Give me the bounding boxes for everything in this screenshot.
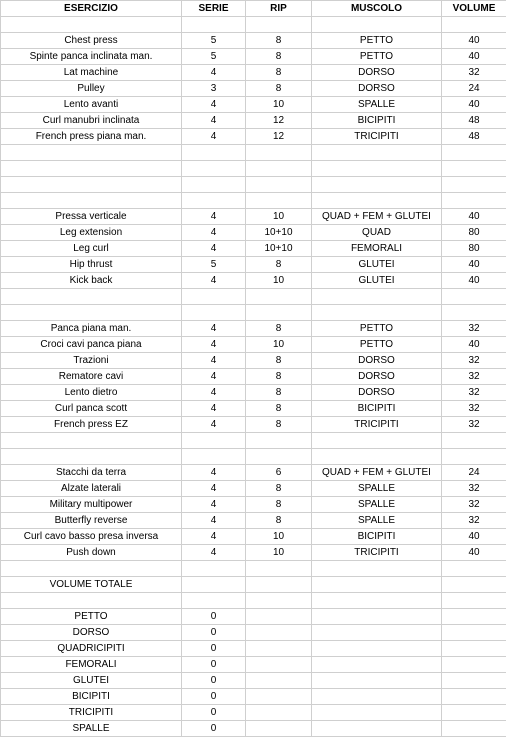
cell-rip[interactable]: [246, 641, 312, 657]
cell-volume[interactable]: [442, 577, 506, 593]
cell-volume[interactable]: 32: [442, 369, 506, 385]
table-row: [1, 17, 506, 33]
cell-esercizio[interactable]: [1, 177, 182, 193]
cell-muscolo[interactable]: [312, 673, 442, 689]
cell-volume[interactable]: 40: [442, 545, 506, 561]
table-row: [1, 241, 506, 257]
cell-rip[interactable]: 10: [246, 545, 312, 561]
cell-esercizio[interactable]: TRICIPITI: [1, 705, 182, 721]
table-row: [1, 401, 506, 417]
cell-muscolo[interactable]: [312, 705, 442, 721]
cell-rip[interactable]: [246, 433, 312, 449]
table-row: [1, 273, 506, 289]
cell-volume[interactable]: [442, 689, 506, 705]
cell-serie[interactable]: [182, 433, 246, 449]
cell-muscolo[interactable]: DORSO: [312, 81, 442, 97]
cell-esercizio[interactable]: GLUTEI: [1, 673, 182, 689]
cell-rip[interactable]: 10+10: [246, 241, 312, 257]
table-row: [1, 177, 506, 193]
cell-volume[interactable]: 32: [442, 497, 506, 513]
cell-rip[interactable]: 8: [246, 385, 312, 401]
table-row: [1, 113, 506, 129]
cell-serie[interactable]: 4: [182, 465, 246, 481]
cell-muscolo[interactable]: [312, 561, 442, 577]
cell-rip[interactable]: [246, 145, 312, 161]
cell-serie[interactable]: 4: [182, 321, 246, 337]
cell-volume[interactable]: 48: [442, 113, 506, 129]
cell-serie[interactable]: 4: [182, 513, 246, 529]
cell-muscolo[interactable]: BICIPITI: [312, 113, 442, 129]
cell-volume[interactable]: 32: [442, 353, 506, 369]
cell-serie[interactable]: 4: [182, 481, 246, 497]
cell-muscolo[interactable]: FEMORALI: [312, 241, 442, 257]
table-row: [1, 161, 506, 177]
cell-rip[interactable]: [246, 689, 312, 705]
table-row: [1, 497, 506, 513]
table-row: [1, 705, 506, 721]
cell-esercizio[interactable]: Kick back: [1, 273, 182, 289]
table-row: [1, 145, 506, 161]
table-row: [1, 257, 506, 273]
table-row: [1, 81, 506, 97]
cell-serie[interactable]: [182, 17, 246, 33]
cell-volume[interactable]: 32: [442, 385, 506, 401]
cell-esercizio[interactable]: Panca piana man.: [1, 321, 182, 337]
cell-volume[interactable]: 40: [442, 273, 506, 289]
cell-rip[interactable]: 8: [246, 81, 312, 97]
table-row: [1, 577, 506, 593]
cell-esercizio[interactable]: Pulley: [1, 81, 182, 97]
table-row: [1, 193, 506, 209]
cell-esercizio[interactable]: Stacchi da terra: [1, 465, 182, 481]
cell-esercizio[interactable]: [1, 449, 182, 465]
cell-serie[interactable]: 0: [182, 625, 246, 641]
cell-esercizio[interactable]: Leg curl: [1, 241, 182, 257]
cell-esercizio[interactable]: French press EZ: [1, 417, 182, 433]
cell-serie[interactable]: [182, 193, 246, 209]
cell-esercizio[interactable]: [1, 289, 182, 305]
cell-volume[interactable]: [442, 449, 506, 465]
cell-esercizio[interactable]: Lento dietro: [1, 385, 182, 401]
table-row: [1, 561, 506, 577]
cell-rip[interactable]: 8: [246, 257, 312, 273]
cell-volume[interactable]: [442, 161, 506, 177]
table-row: [1, 321, 506, 337]
cell-muscolo[interactable]: [312, 193, 442, 209]
header-volume[interactable]: VOLUME: [442, 1, 506, 17]
table-row: [1, 33, 506, 49]
cell-serie[interactable]: 4: [182, 273, 246, 289]
cell-rip[interactable]: [246, 449, 312, 465]
cell-volume[interactable]: 24: [442, 465, 506, 481]
cell-muscolo[interactable]: SPALLE: [312, 497, 442, 513]
cell-serie[interactable]: 4: [182, 497, 246, 513]
table-row: [1, 49, 506, 65]
cell-esercizio[interactable]: Curl cavo basso presa inversa: [1, 529, 182, 545]
cell-muscolo[interactable]: [312, 593, 442, 609]
cell-rip[interactable]: 8: [246, 321, 312, 337]
cell-muscolo[interactable]: GLUTEI: [312, 257, 442, 273]
cell-muscolo[interactable]: SPALLE: [312, 513, 442, 529]
cell-rip[interactable]: 8: [246, 65, 312, 81]
cell-serie[interactable]: 4: [182, 369, 246, 385]
cell-muscolo[interactable]: [312, 17, 442, 33]
cell-volume[interactable]: 32: [442, 417, 506, 433]
cell-esercizio[interactable]: [1, 145, 182, 161]
cell-volume[interactable]: 40: [442, 257, 506, 273]
cell-muscolo[interactable]: [312, 289, 442, 305]
table-row: [1, 593, 506, 609]
cell-rip[interactable]: [246, 177, 312, 193]
cell-rip[interactable]: 8: [246, 353, 312, 369]
table-row: [1, 369, 506, 385]
table-row: [1, 689, 506, 705]
cell-serie[interactable]: 4: [182, 529, 246, 545]
cell-esercizio[interactable]: Chest press: [1, 33, 182, 49]
cell-volume[interactable]: [442, 433, 506, 449]
cell-serie[interactable]: 0: [182, 721, 246, 737]
cell-serie[interactable]: [182, 593, 246, 609]
cell-muscolo[interactable]: QUAD: [312, 225, 442, 241]
table-row: [1, 625, 506, 641]
cell-esercizio[interactable]: Military multipower: [1, 497, 182, 513]
cell-muscolo[interactable]: [312, 641, 442, 657]
cell-rip[interactable]: [246, 193, 312, 209]
cell-esercizio[interactable]: Butterfly reverse: [1, 513, 182, 529]
cell-rip[interactable]: 8: [246, 401, 312, 417]
cell-serie[interactable]: 4: [182, 353, 246, 369]
cell-esercizio[interactable]: Push down: [1, 545, 182, 561]
cell-volume[interactable]: [442, 17, 506, 33]
cell-serie[interactable]: 5: [182, 257, 246, 273]
cell-serie[interactable]: [182, 177, 246, 193]
cell-volume[interactable]: 48: [442, 129, 506, 145]
cell-esercizio[interactable]: Lento avanti: [1, 97, 182, 113]
table-row: [1, 433, 506, 449]
cell-rip[interactable]: 8: [246, 481, 312, 497]
cell-serie[interactable]: 4: [182, 417, 246, 433]
cell-serie[interactable]: [182, 561, 246, 577]
cell-serie[interactable]: 5: [182, 49, 246, 65]
header-rip[interactable]: RIP: [246, 1, 312, 17]
table-row: [1, 721, 506, 737]
cell-muscolo[interactable]: [312, 657, 442, 673]
table-row: [1, 641, 506, 657]
cell-rip[interactable]: 10: [246, 209, 312, 225]
cell-volume[interactable]: [442, 177, 506, 193]
header-serie[interactable]: SERIE: [182, 1, 246, 17]
table-row: [1, 545, 506, 561]
cell-muscolo[interactable]: TRICIPITI: [312, 545, 442, 561]
cell-volume[interactable]: [442, 625, 506, 641]
cell-rip[interactable]: 8: [246, 497, 312, 513]
cell-esercizio[interactable]: [1, 433, 182, 449]
cell-muscolo[interactable]: TRICIPITI: [312, 417, 442, 433]
cell-rip[interactable]: 8: [246, 369, 312, 385]
cell-muscolo[interactable]: [312, 609, 442, 625]
cell-rip[interactable]: [246, 161, 312, 177]
cell-rip[interactable]: [246, 673, 312, 689]
cell-volume[interactable]: [442, 721, 506, 737]
cell-rip[interactable]: 10: [246, 337, 312, 353]
cell-muscolo[interactable]: [312, 161, 442, 177]
cell-esercizio[interactable]: SPALLE: [1, 721, 182, 737]
table-row: [1, 513, 506, 529]
cell-rip[interactable]: 12: [246, 113, 312, 129]
cell-esercizio[interactable]: DORSO: [1, 625, 182, 641]
cell-serie[interactable]: 4: [182, 401, 246, 417]
cell-esercizio[interactable]: Curl manubri inclinata: [1, 113, 182, 129]
header-muscolo[interactable]: MUSCOLO: [312, 1, 442, 17]
table-row: [1, 609, 506, 625]
cell-muscolo[interactable]: [312, 625, 442, 641]
cell-esercizio[interactable]: VOLUME TOTALE: [1, 577, 182, 593]
cell-serie[interactable]: [182, 289, 246, 305]
cell-muscolo[interactable]: PETTO: [312, 49, 442, 65]
cell-serie[interactable]: [182, 161, 246, 177]
cell-rip[interactable]: [246, 705, 312, 721]
cell-volume[interactable]: [442, 657, 506, 673]
cell-esercizio[interactable]: Leg extension: [1, 225, 182, 241]
cell-serie[interactable]: 0: [182, 673, 246, 689]
cell-volume[interactable]: 40: [442, 529, 506, 545]
cell-rip[interactable]: [246, 577, 312, 593]
cell-volume[interactable]: [442, 145, 506, 161]
cell-muscolo[interactable]: [312, 177, 442, 193]
cell-volume[interactable]: 80: [442, 225, 506, 241]
cell-volume[interactable]: 40: [442, 33, 506, 49]
cell-volume[interactable]: 32: [442, 481, 506, 497]
cell-muscolo[interactable]: SPALLE: [312, 481, 442, 497]
cell-rip[interactable]: [246, 561, 312, 577]
cell-rip[interactable]: [246, 305, 312, 321]
cell-rip[interactable]: 12: [246, 129, 312, 145]
cell-esercizio[interactable]: [1, 17, 182, 33]
cell-volume[interactable]: [442, 593, 506, 609]
cell-rip[interactable]: [246, 721, 312, 737]
cell-muscolo[interactable]: QUAD + FEM + GLUTEI: [312, 465, 442, 481]
cell-esercizio[interactable]: French press piana man.: [1, 129, 182, 145]
cell-muscolo[interactable]: [312, 577, 442, 593]
cell-serie[interactable]: 0: [182, 609, 246, 625]
cell-muscolo[interactable]: DORSO: [312, 65, 442, 81]
cell-serie[interactable]: 4: [182, 97, 246, 113]
cell-serie[interactable]: 0: [182, 657, 246, 673]
cell-rip[interactable]: 6: [246, 465, 312, 481]
cell-serie[interactable]: 4: [182, 337, 246, 353]
cell-muscolo[interactable]: QUAD + FEM + GLUTEI: [312, 209, 442, 225]
cell-esercizio[interactable]: Hip thrust: [1, 257, 182, 273]
cell-esercizio[interactable]: [1, 193, 182, 209]
cell-muscolo[interactable]: DORSO: [312, 369, 442, 385]
cell-esercizio[interactable]: [1, 161, 182, 177]
cell-esercizio[interactable]: QUADRICIPITI: [1, 641, 182, 657]
cell-serie[interactable]: [182, 449, 246, 465]
cell-volume[interactable]: 32: [442, 321, 506, 337]
table-row: [1, 225, 506, 241]
cell-volume[interactable]: [442, 641, 506, 657]
cell-rip[interactable]: [246, 593, 312, 609]
cell-volume[interactable]: 40: [442, 209, 506, 225]
cell-muscolo[interactable]: PETTO: [312, 337, 442, 353]
cell-rip[interactable]: 8: [246, 417, 312, 433]
cell-rip[interactable]: 8: [246, 49, 312, 65]
cell-muscolo[interactable]: [312, 689, 442, 705]
table-row: [1, 481, 506, 497]
cell-rip[interactable]: [246, 17, 312, 33]
cell-esercizio[interactable]: Spinte panca inclinata man.: [1, 49, 182, 65]
cell-serie[interactable]: 4: [182, 241, 246, 257]
table-row: [1, 417, 506, 433]
cell-serie[interactable]: 4: [182, 113, 246, 129]
cell-muscolo[interactable]: TRICIPITI: [312, 129, 442, 145]
cell-serie[interactable]: 3: [182, 81, 246, 97]
cell-serie[interactable]: 0: [182, 705, 246, 721]
table-row: [1, 209, 506, 225]
cell-esercizio[interactable]: Lat machine: [1, 65, 182, 81]
cell-muscolo[interactable]: DORSO: [312, 385, 442, 401]
cell-rip[interactable]: 10: [246, 529, 312, 545]
cell-muscolo[interactable]: [312, 449, 442, 465]
table-row: [1, 129, 506, 145]
cell-rip[interactable]: 10+10: [246, 225, 312, 241]
cell-volume[interactable]: 80: [442, 241, 506, 257]
table-row: [1, 65, 506, 81]
cell-muscolo[interactable]: DORSO: [312, 353, 442, 369]
cell-esercizio[interactable]: Alzate laterali: [1, 481, 182, 497]
cell-serie[interactable]: 5: [182, 33, 246, 49]
cell-muscolo[interactable]: [312, 305, 442, 321]
cell-volume[interactable]: [442, 705, 506, 721]
cell-esercizio[interactable]: [1, 561, 182, 577]
cell-esercizio[interactable]: [1, 593, 182, 609]
cell-serie[interactable]: 4: [182, 209, 246, 225]
cell-serie[interactable]: 0: [182, 641, 246, 657]
cell-serie[interactable]: [182, 305, 246, 321]
cell-volume[interactable]: [442, 609, 506, 625]
sheet-body: [1, 17, 506, 737]
table-row: [1, 353, 506, 369]
cell-volume[interactable]: 40: [442, 97, 506, 113]
cell-volume[interactable]: 32: [442, 65, 506, 81]
cell-esercizio[interactable]: [1, 305, 182, 321]
table-row: [1, 385, 506, 401]
cell-serie[interactable]: 4: [182, 225, 246, 241]
cell-volume[interactable]: 32: [442, 513, 506, 529]
cell-rip[interactable]: 8: [246, 33, 312, 49]
cell-volume[interactable]: 24: [442, 81, 506, 97]
cell-esercizio[interactable]: BICIPITI: [1, 689, 182, 705]
cell-esercizio[interactable]: Curl panca scott: [1, 401, 182, 417]
cell-rip[interactable]: [246, 609, 312, 625]
cell-muscolo[interactable]: [312, 145, 442, 161]
table-row: [1, 305, 506, 321]
cell-muscolo[interactable]: PETTO: [312, 33, 442, 49]
table-row: [1, 289, 506, 305]
cell-volume[interactable]: [442, 305, 506, 321]
cell-rip[interactable]: [246, 657, 312, 673]
cell-rip[interactable]: 10: [246, 273, 312, 289]
table-row: [1, 465, 506, 481]
cell-volume[interactable]: 40: [442, 337, 506, 353]
cell-muscolo[interactable]: BICIPITI: [312, 529, 442, 545]
cell-esercizio[interactable]: Trazioni: [1, 353, 182, 369]
cell-muscolo[interactable]: PETTO: [312, 321, 442, 337]
header-esercizio[interactable]: ESERCIZIO: [1, 1, 182, 17]
cell-serie[interactable]: 4: [182, 65, 246, 81]
cell-muscolo[interactable]: SPALLE: [312, 97, 442, 113]
cell-muscolo[interactable]: GLUTEI: [312, 273, 442, 289]
cell-rip[interactable]: [246, 625, 312, 641]
cell-esercizio[interactable]: PETTO: [1, 609, 182, 625]
table-row: [1, 337, 506, 353]
cell-serie[interactable]: [182, 145, 246, 161]
cell-serie[interactable]: 4: [182, 545, 246, 561]
table-row: [1, 529, 506, 545]
cell-volume[interactable]: [442, 673, 506, 689]
cell-esercizio[interactable]: Rematore cavi: [1, 369, 182, 385]
cell-muscolo[interactable]: [312, 721, 442, 737]
cell-rip[interactable]: 10: [246, 97, 312, 113]
table-row: [1, 673, 506, 689]
cell-volume[interactable]: [442, 193, 506, 209]
cell-muscolo[interactable]: [312, 433, 442, 449]
cell-rip[interactable]: [246, 289, 312, 305]
header-row: [1, 1, 506, 17]
cell-serie[interactable]: [182, 577, 246, 593]
cell-volume[interactable]: 40: [442, 49, 506, 65]
cell-serie[interactable]: 0: [182, 689, 246, 705]
cell-rip[interactable]: 8: [246, 513, 312, 529]
cell-volume[interactable]: [442, 289, 506, 305]
cell-volume[interactable]: [442, 561, 506, 577]
cell-volume[interactable]: 32: [442, 401, 506, 417]
cell-esercizio[interactable]: Pressa verticale: [1, 209, 182, 225]
cell-esercizio[interactable]: FEMORALI: [1, 657, 182, 673]
cell-muscolo[interactable]: BICIPITI: [312, 401, 442, 417]
cell-serie[interactable]: 4: [182, 129, 246, 145]
table-row: [1, 449, 506, 465]
table-row: [1, 97, 506, 113]
table-row: [1, 657, 506, 673]
cell-esercizio[interactable]: Croci cavi panca piana: [1, 337, 182, 353]
cell-serie[interactable]: 4: [182, 385, 246, 401]
